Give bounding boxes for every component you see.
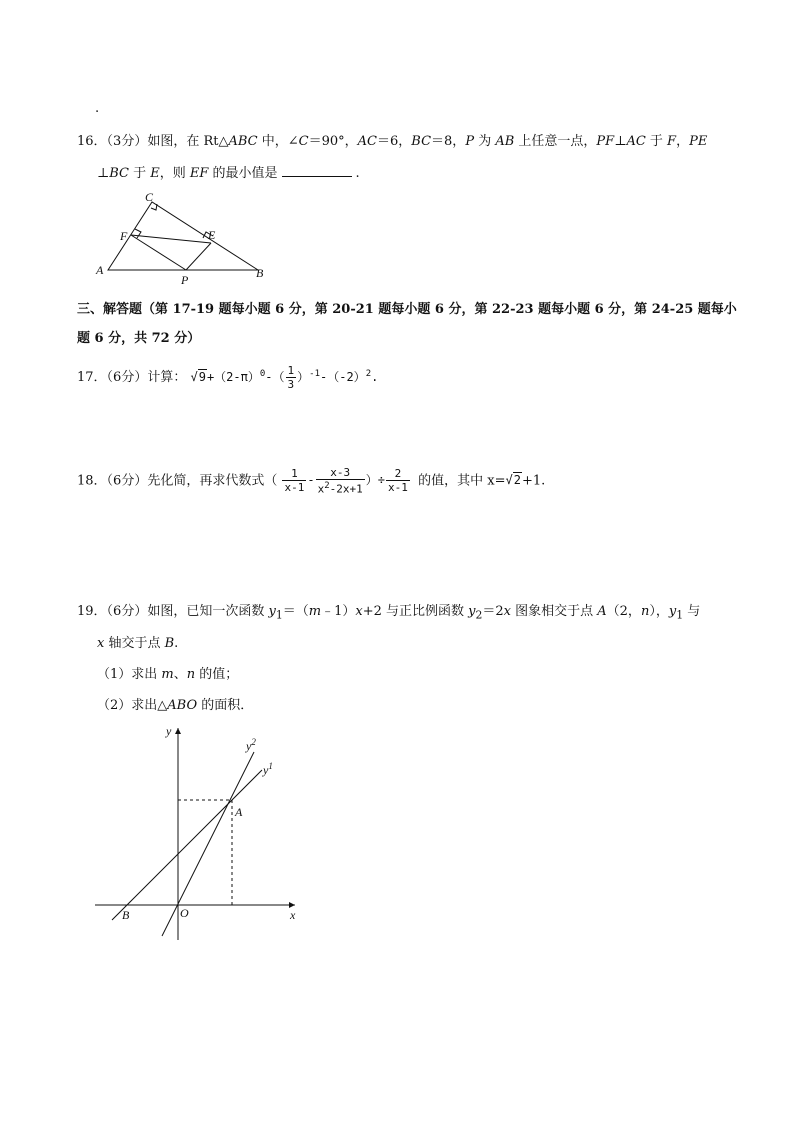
- q18-term: ）÷: [365, 473, 385, 488]
- q16-text: 上任意一点，: [514, 134, 597, 149]
- label-y1: [262, 761, 273, 777]
- q19-text: ），: [649, 604, 669, 619]
- q19-sub: 1: [275, 608, 283, 622]
- label-y-axis: y: [166, 724, 172, 738]
- q16-score: （3分）: [106, 134, 148, 149]
- q19-text: ＝（: [282, 604, 309, 619]
- q18-text: +1.: [521, 473, 546, 489]
- q16-var: F: [667, 134, 677, 149]
- q17-number: 17．: [77, 370, 107, 385]
- exponent: 0: [259, 369, 266, 379]
- q17-term: -（: [265, 370, 285, 384]
- q16-text: ⊥: [614, 134, 627, 149]
- q19-sub: 2: [475, 608, 483, 622]
- denominator: 3: [287, 378, 295, 391]
- q16-var: BC: [411, 134, 432, 149]
- coordinate-graph: [90, 720, 310, 945]
- q19-var: B: [164, 636, 175, 651]
- denominator: [316, 479, 365, 496]
- q16-text: ＝90°，: [308, 134, 358, 149]
- label-y1-main: y: [263, 763, 269, 777]
- q19-var: ABO: [167, 698, 198, 713]
- label-x-axis: x: [290, 908, 296, 922]
- q19-text: ＝2: [482, 604, 504, 619]
- label-p: P: [181, 273, 189, 287]
- numerator: 1: [287, 364, 295, 377]
- q16-var: PE: [689, 134, 708, 149]
- q16-text: ，: [676, 134, 690, 149]
- exponent: 2: [365, 369, 372, 379]
- q16-var: C: [298, 134, 309, 149]
- q19-text: ﹣1）: [321, 604, 356, 619]
- q17-term: -（-2）: [320, 370, 366, 384]
- q19-text: （2，: [606, 604, 641, 619]
- q16-text: 中，∠: [257, 134, 299, 149]
- exponent: 2: [324, 481, 330, 491]
- q16-var: P: [465, 134, 475, 149]
- q19-text: 、: [173, 667, 187, 682]
- label-y2-main: y: [246, 739, 252, 753]
- stray-dot: .: [95, 101, 100, 116]
- q19-text: 图象相交于点: [511, 604, 598, 619]
- q16-var: EF: [189, 166, 209, 181]
- q16-text: ＝8，: [431, 134, 466, 149]
- q19-score: （6分）: [106, 604, 148, 619]
- q16-var: E: [150, 166, 160, 181]
- question-19-line-1: [77, 603, 700, 625]
- question-17: [77, 364, 378, 391]
- q19-text: （1）求出: [97, 667, 162, 682]
- q18-sqrt: [505, 473, 521, 487]
- q16-var: ABC: [228, 134, 258, 149]
- q18-term: -: [307, 473, 315, 488]
- label-y2-sub: 2: [251, 737, 256, 747]
- q19-var: x: [97, 636, 105, 651]
- q18-text: 的值，其中 x=: [418, 473, 506, 489]
- q18-number: 18．: [77, 473, 107, 489]
- question-18: [77, 466, 545, 496]
- q16-var: AC: [357, 134, 377, 149]
- q18-text: 先化简，再求代数式（: [147, 473, 278, 489]
- segment-ep: [186, 243, 211, 270]
- label-a: A: [96, 263, 104, 277]
- triangle-figure: [90, 188, 280, 288]
- q17-term: +（2-π）: [206, 370, 260, 384]
- q19-text: +2 与正比例函数: [362, 604, 469, 619]
- q19-text: 如图，已知一次函数: [147, 604, 269, 619]
- q19-var: y: [268, 604, 276, 619]
- q19-var: y: [668, 604, 677, 619]
- q19-var: x: [355, 604, 363, 619]
- q19-var: n: [186, 667, 196, 682]
- q16-text: .: [355, 166, 360, 181]
- q19-text: 与: [683, 604, 701, 619]
- fraction: [386, 467, 410, 494]
- q16-var: PF: [596, 134, 615, 149]
- right-angle-f: [135, 229, 141, 238]
- label-y2: [245, 737, 256, 753]
- segment-fp: [131, 235, 186, 270]
- segment-ef: [131, 235, 211, 243]
- q17-term: .: [371, 370, 379, 384]
- question-19-line-2: [97, 635, 178, 653]
- q19-text: 的面积．: [197, 698, 254, 713]
- question-16-line-1: [77, 133, 707, 151]
- question-19-part-1: [97, 666, 238, 684]
- triangle-abc: [108, 202, 258, 270]
- question-16-line-2: [97, 164, 360, 183]
- q16-text: 为: [474, 134, 496, 149]
- numerator: 1: [291, 467, 298, 481]
- numerator: x-3: [330, 466, 351, 479]
- q17-term: ）: [297, 370, 310, 384]
- label-c: C: [145, 190, 154, 204]
- q19-number: 19．: [77, 604, 107, 619]
- radicand: 9: [198, 370, 206, 384]
- q19-text: 的值；: [195, 667, 239, 682]
- q16-text: ⊥: [97, 166, 110, 181]
- q19-text: .: [174, 636, 179, 651]
- line-y1: [112, 770, 262, 920]
- section-3-heading-line-2: 题 6 分，共 72 分）: [77, 331, 201, 346]
- label-y1-sub: 1: [268, 761, 273, 771]
- q16-text: 于: [645, 134, 668, 149]
- q17-expression: [190, 364, 379, 391]
- q19-var: m: [161, 667, 174, 682]
- q16-var: AB: [495, 134, 515, 149]
- fraction: [286, 364, 297, 391]
- answer-blank[interactable]: [282, 164, 352, 177]
- q19-var: A: [597, 604, 607, 619]
- q16-var: BC: [109, 166, 129, 181]
- q18-score: （6分）: [106, 473, 148, 489]
- q19-text: 轴交于点: [104, 636, 165, 651]
- label-f: F: [120, 229, 128, 243]
- sqrt-symbol: √2: [505, 473, 521, 488]
- q19-sub: 1: [676, 608, 684, 622]
- q19-var: m: [308, 604, 322, 619]
- label-b: B: [122, 908, 130, 922]
- line-y2: [162, 752, 254, 936]
- q19-var: n: [640, 604, 650, 619]
- q16-text: ＝6，: [377, 134, 412, 149]
- exponent: -1: [309, 369, 320, 379]
- numerator: 2: [394, 467, 402, 481]
- question-19-part-2: [97, 697, 253, 715]
- label-b: B: [256, 266, 264, 280]
- radicand: 2: [513, 473, 521, 488]
- q16-text: 于: [128, 166, 151, 181]
- q16-number: 16．: [77, 134, 107, 149]
- sqrt-symbol: √9: [190, 370, 206, 384]
- q16-text: ，则: [159, 166, 190, 181]
- label-origin: O: [180, 906, 189, 920]
- denominator: x-1: [284, 481, 305, 495]
- q19-text: （2）求出△: [97, 698, 168, 713]
- den-part: x: [317, 482, 325, 496]
- den-part: -2x+1: [329, 482, 363, 496]
- fraction: [316, 466, 365, 496]
- label-a: A: [235, 805, 243, 819]
- q16-text: 如图，在 Rt△: [147, 134, 229, 149]
- q17-label: 计算：: [147, 370, 187, 385]
- q18-expression: [281, 466, 418, 496]
- q17-score: （6分）: [106, 370, 148, 385]
- denominator: x-1: [388, 481, 408, 495]
- q16-var: AC: [626, 134, 646, 149]
- q19-var: x: [503, 604, 511, 619]
- section-3-heading-line-1: 三、解答题（第 17-19 题每小题 6 分，第 20-21 题每小题 6 分，第 22-23 题每小题 6 分，第 24-25 题每小: [77, 302, 737, 317]
- fraction: [282, 467, 306, 494]
- q16-text: 的最小值是: [208, 166, 278, 181]
- q19-var: y: [468, 604, 476, 619]
- label-e: E: [208, 228, 216, 242]
